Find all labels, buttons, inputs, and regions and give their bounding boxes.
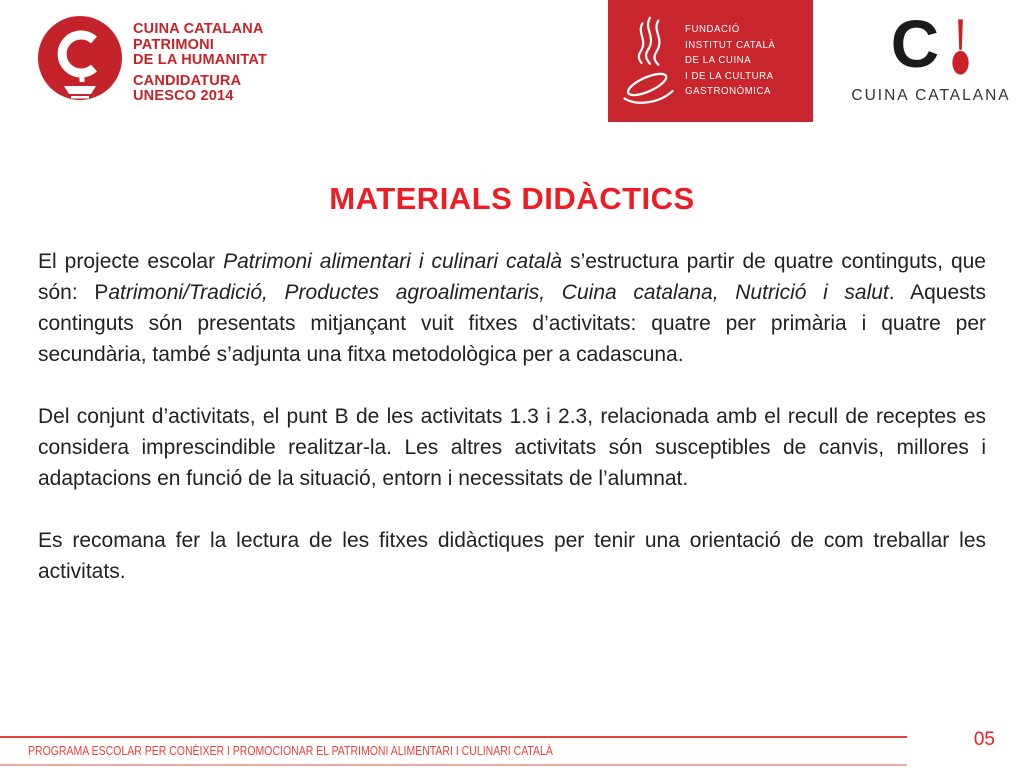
body-text	[38, 246, 986, 618]
footer-text: PROGRAMA ESCOLAR PER CONÈIXER I PROMOCIONAR EL PATRIMONI ALIMENTARI I CULINARI CATALÀ	[28, 744, 553, 758]
paragraph-segment-italic: Patrimoni alimentari i culinari català	[223, 250, 563, 273]
fundacio-logo-line: FUNDACIÓ	[685, 23, 740, 36]
paragraph-segment: . Aquests continguts són presentats mitjançant vuit fitxes d’activitats: quatre per primària i quatre per secundària, també s’adjunta una fitxa metodològica per a cadascuna.	[38, 281, 987, 366]
paragraph	[38, 246, 986, 370]
fundacio-logo-line: I DE LA CULTURA	[685, 69, 774, 82]
page-number: 05	[973, 729, 995, 750]
fundacio-logo-line: DE LA CUINA	[685, 54, 752, 67]
paragraph-segment: Del conjunt d’activitats, el punt B de les activitats 1.3 i 2.3, relacionada amb el recull de receptes es considera imprescindible realitzar-la. Les altres activitats són susceptibles de canvis, millores i adaptacions en funció de la situació, entorn i necessitats de l’alumnat.	[38, 405, 986, 490]
cuina-catalana-logo	[844, 7, 1018, 105]
page-title: MATERIALS DIDÀCTICS	[329, 181, 695, 216]
unesco-logo-line: PATRIMONI	[133, 36, 215, 53]
cuina-catalana-caption: CUINA CATALANA	[851, 87, 1011, 104]
unesco-logo-line: DE LA HUMANITAT	[133, 52, 268, 68]
paragraph-segment: s’estructura partir de quatre continguts, que són: P	[38, 250, 986, 304]
unesco-logo-line: CUINA CATALANA	[133, 21, 264, 37]
paragraph-segment: Es recomana fer la lectura de les fitxes didàctiques per tenir una orientació de com treballar les activitats.	[38, 529, 986, 583]
unesco-logo-line: CANDIDATURA	[133, 72, 242, 89]
paragraph-segment-italic: atrimoni/Tradició, Productes agroalimentaris, Cuina catalana, Nutrició i salut	[108, 281, 889, 304]
fundacio-logo-line: INSTITUT CATALÀ	[685, 38, 776, 51]
fundacio-logo	[608, 0, 813, 122]
bottom-divider	[0, 764, 907, 766]
unesco-logo-line: UNESCO 2014	[133, 88, 234, 104]
paragraph	[38, 525, 986, 587]
paragraph-segment: El projecte escolar	[38, 250, 224, 273]
cuina-catalana-mark	[844, 7, 1018, 82]
steam-dish-icon	[618, 11, 680, 111]
footer-divider	[0, 736, 907, 738]
fundacio-logo-text	[685, 22, 775, 99]
paragraph	[38, 401, 986, 494]
cuina-catalana-emblem-icon	[38, 13, 122, 105]
fundacio-logo-line: GASTRONÒMICA	[685, 85, 772, 98]
unesco-logo-text	[133, 13, 267, 105]
unesco-candidature-logo	[38, 13, 267, 105]
spoon-exclamation-icon	[950, 18, 971, 76]
cuina-catalana-letter: C	[890, 7, 939, 82]
